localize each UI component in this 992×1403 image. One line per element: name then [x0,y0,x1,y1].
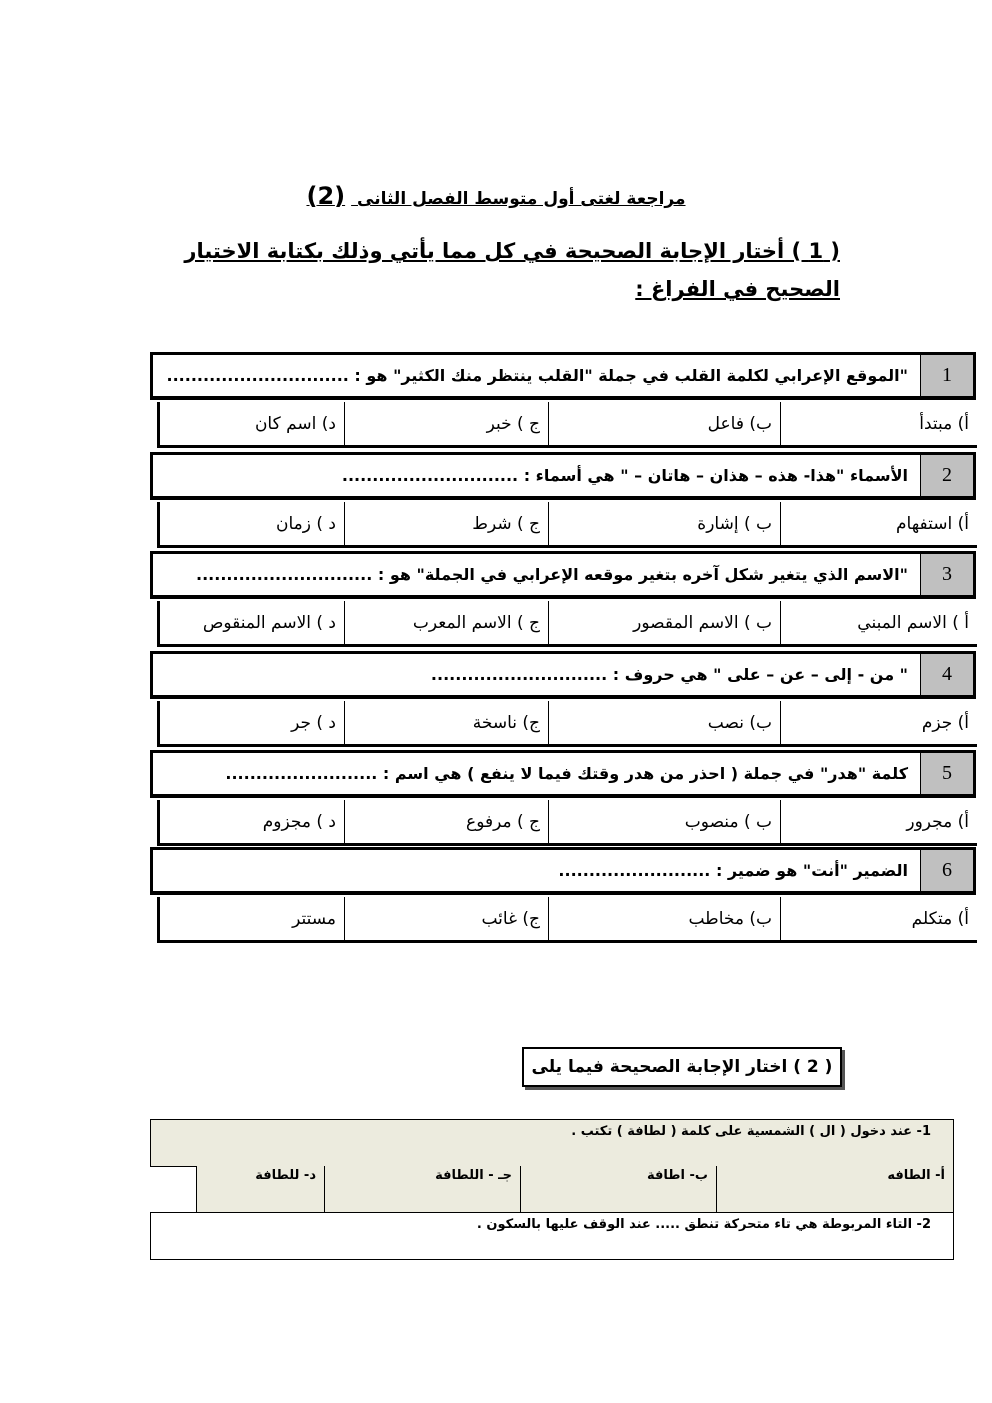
option-d[interactable]: د) اسم كان [160,402,345,445]
title-text: مراجعة لغتى أول متوسط الفصل الثانى [357,189,686,209]
question-text: الأسماء "هذا- هذه – هذان – هاتان – " هي أسماء : ............................. [341,466,908,485]
option-c[interactable]: ج ) شرط [345,502,549,545]
section2-question-2: 2- التاء المربوطة هي تاء متحركة تنطق ..... عند الوقف عليها بالسكون . [150,1212,954,1260]
options-row-3 [157,601,977,647]
question-number: 2 [920,455,973,496]
question-2 [150,452,976,500]
question-text: " من - إلى – عن – على " هي حروف : ............................. [430,665,908,684]
page-title [0,182,992,210]
option-d[interactable]: د ) مجزوم [160,800,345,843]
option-d[interactable]: مستتر [160,897,345,940]
option-a[interactable]: أ) متكلم [911,908,969,929]
title-number: (2) [306,182,346,210]
options-row-6 [157,897,977,943]
question-text: "الموقع الإعرابي لكلمة القلب في جملة "القلب ينتظر منك الكثير" هو : .............................. [166,366,908,385]
option-b[interactable]: ب ) الاسم المقصور [549,601,781,644]
section2-options-row [196,1166,954,1214]
question-text: "الاسم الذي يتغير شكل آخره بتغير موقعه الإعرابي في الجملة" هو : ............................. [196,565,908,584]
option-a[interactable]: أ- الطافه [887,1168,945,1183]
options-row-4 [157,701,977,747]
options-row-2 [157,502,977,548]
question-6 [150,847,976,895]
question-number: 4 [920,654,973,695]
option-c[interactable]: ج) ناسخة [345,701,549,744]
option-b[interactable]: ب) فاعل [549,402,781,445]
question-1 [150,352,976,400]
option-c[interactable]: ج) غائب [345,897,549,940]
option-b[interactable]: ب- اطافة [521,1166,717,1213]
option-b[interactable]: ب) مخاطب [549,897,781,940]
question-number: 3 [920,554,973,595]
option-d[interactable]: د ) الاسم المنقوص [160,601,345,644]
section2-title: ( 2 ) اختار الإجابة الصحيحة فيما يلى [522,1047,842,1087]
option-b[interactable]: ب ) منصوب [549,800,781,843]
question-3 [150,551,976,599]
option-d[interactable]: د ) جر [160,701,345,744]
option-a[interactable]: أ) استفهام [896,513,969,534]
option-b[interactable]: ب) نصب [549,701,781,744]
option-b[interactable]: ب ) إشارة [549,502,781,545]
question-text: كلمة "هدر" في جملة ( احذر من هدر وقتك فيما لا ينفع ) هي اسم : ......................... [225,764,908,783]
question-text: الضمير "أنت" هو ضمير : ......................... [558,861,908,880]
option-c[interactable]: ج ) الاسم المعرب [345,601,549,644]
option-c[interactable]: جـ - اللطافة [325,1166,521,1213]
options-row-5 [157,800,977,846]
option-d[interactable]: د ) زمان [160,502,345,545]
section2-question-1: 1- عند دخول ( ال ) الشمسية على كلمة ( لطافة ) تكتب . [150,1119,954,1167]
option-d[interactable]: د- للطافة [197,1166,325,1213]
question-number: 5 [920,753,973,794]
option-a[interactable]: أ) مجرور [906,811,969,832]
options-row-1 [157,402,977,448]
question-number: 6 [920,850,973,891]
option-a[interactable]: أ ) الاسم المبني [857,612,969,633]
option-a[interactable]: أ) مبتدأ [919,413,969,434]
option-c[interactable]: ج ) مرفوع [345,800,549,843]
option-c[interactable]: ج ) خبر [345,402,549,445]
option-a[interactable]: أ) جزم [921,712,969,733]
section1-instruction: ( 1 ) أختار الإجابة الصحيحة في كل مما يأتي وذلك بكتابة الاختيار الصحيح في الفراغ : [184,239,840,301]
question-number: 1 [920,355,973,396]
question-4 [150,651,976,699]
question-5 [150,750,976,798]
